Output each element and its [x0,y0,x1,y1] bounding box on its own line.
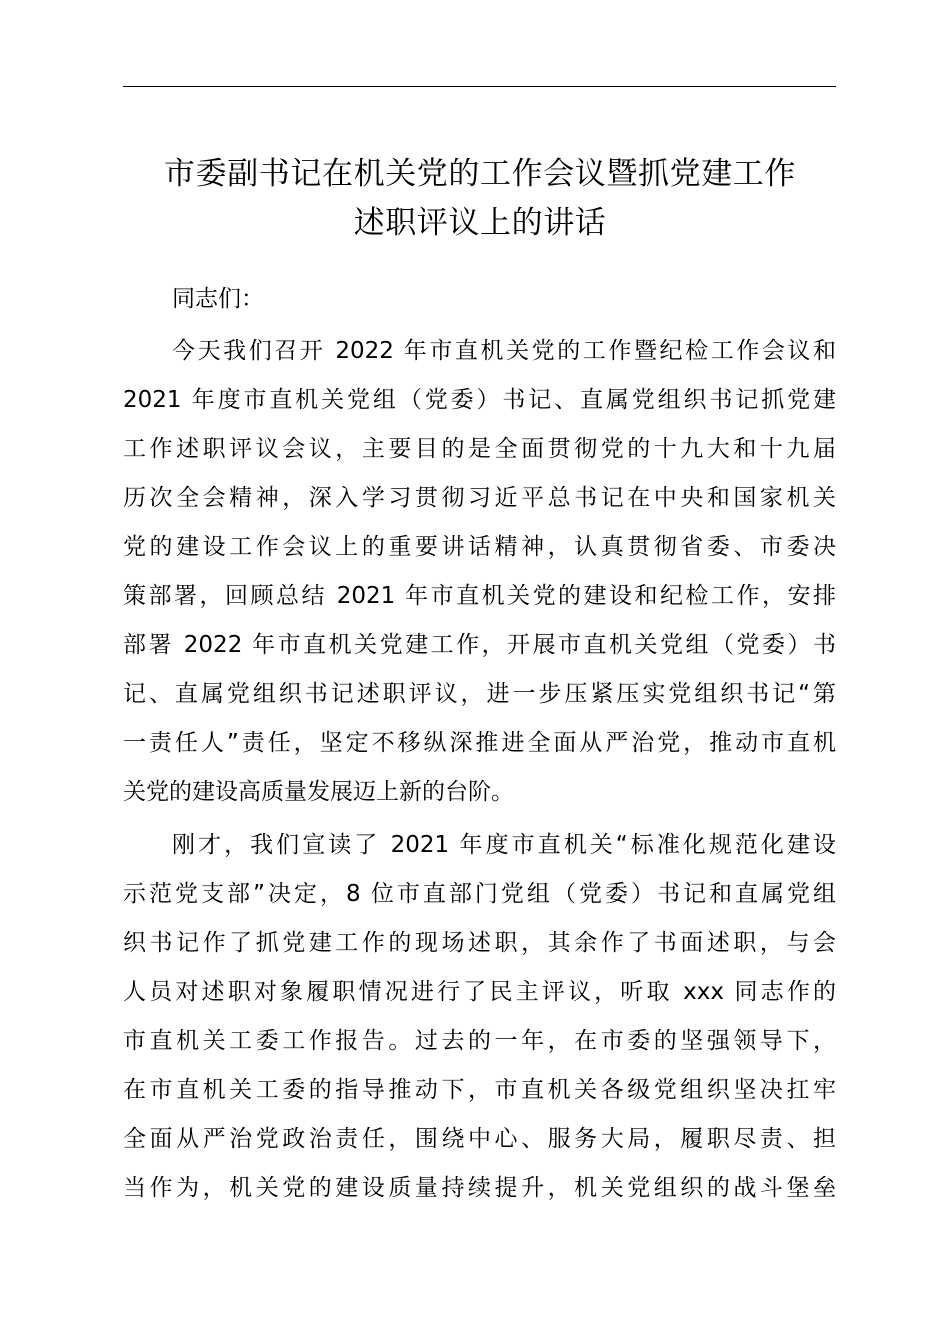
salutation: 同志们： [172,286,264,312]
paragraph-line: 历次全会精神，深入学习贯彻习近平总书记在中央和国家机关 [123,485,836,511]
header-rule [123,86,836,87]
paragraph-line: 在市直机关工委的指导推动下，市直机关各级党组织坚决扛牢 [123,1077,836,1103]
paragraph-line: 人员对述职对象履职情况进行了民主评议，听取 xxx 同志作的 [123,979,836,1005]
paragraph-line: 工作述职评议会议，主要目的是全面贯彻党的十九大和十九届 [123,436,836,462]
paragraph-line: 示范党支部”决定，8 位市直部门党组（党委）书记和直属党组 [123,881,836,907]
paragraph-line: 全面从严治党政治责任，围绕中心、服务大局，履职尽责、担 [123,1126,836,1152]
paragraph-line: 党的建设工作会议上的重要讲话精神，认真贯彻省委、市委决 [123,534,836,560]
paragraph-line: 市直机关工委工作报告。过去的一年，在市委的坚强领导下， [123,1028,836,1054]
paragraph-line: 织书记作了抓党建工作的现场述职，其余作了书面述职，与会 [123,930,836,956]
paragraph-line: 一责任人”责任，坚定不移纵深推进全面从严治党，推动市直机 [123,730,836,756]
paragraph-line: 关党的建设高质量发展迈上新的台阶。 [123,779,514,805]
document-title-line-1: 市委副书记在机关党的工作会议暨抓党建工作 [164,156,796,192]
paragraph-line: 今天我们召开 2022 年市直机关党的工作暨纪检工作会议和 [172,338,836,364]
paragraph-line: 部署 2022 年市直机关党建工作，开展市直机关党组（党委）书 [123,632,836,658]
paragraph-line: 策部署，回顾总结 2021 年市直机关党的建设和纪检工作，安排 [123,583,836,609]
paragraph-line: 记、直属党组织书记述职评议，进一步压紧压实党组织书记“第 [123,681,836,707]
paragraph-line: 刚才，我们宣读了 2021 年度市直机关“标准化规范化建设 [172,832,836,858]
paragraph-line: 当作为，机关党的建设质量持续提升，机关党组织的战斗堡垒 [123,1175,836,1201]
paragraph-line: 2021 年度市直机关党组（党委）书记、直属党组织书记抓党建 [123,387,836,413]
document-title-line-2: 述职评议上的讲话 [353,205,607,241]
